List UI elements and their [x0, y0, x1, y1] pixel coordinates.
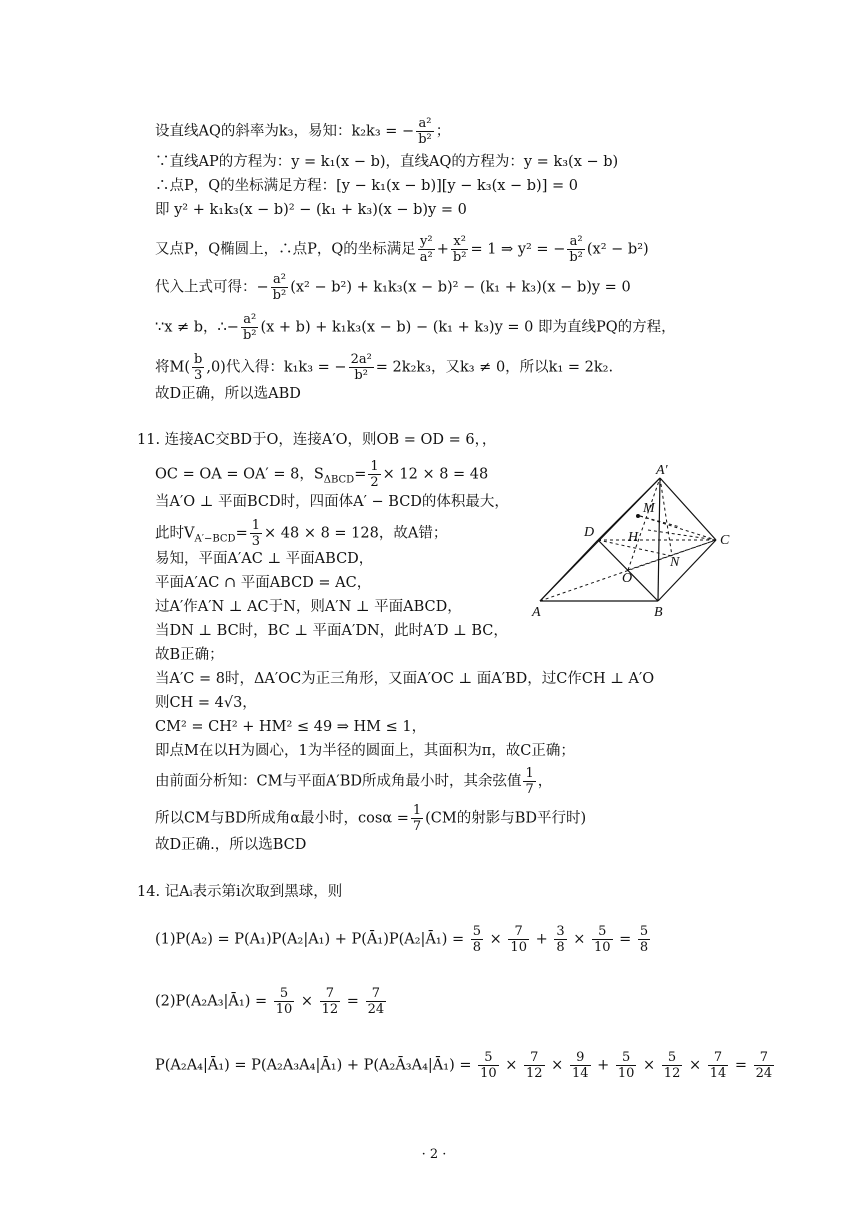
denominator: 8 [472, 940, 482, 955]
q11-line-16: 故D正确.，所以选BCD [155, 837, 307, 853]
denominator: 3 [251, 534, 260, 549]
page-number: · 2 · [421, 1147, 447, 1162]
q11-line-1: 11. 连接AC交BD于O，连接A′O，则OB = OD = 6，， [137, 432, 497, 448]
operator: = [342, 993, 364, 1010]
q14-line-4 [155, 1050, 776, 1081]
operator: + [530, 931, 553, 948]
text: P(A₂A₄|Ā₁) = P(A₂A₃A₄|Ā₁) + P(A₂Ā₃A₄|Ā₁) = [155, 1057, 472, 1074]
numerator: 3 [556, 924, 565, 939]
q11-line-10: 当A′C = 8时，ΔA′OC为正三角形，又面A′OC ⊥ 面A′BD，过C作CH ⊥ A′O [155, 671, 655, 687]
fraction [662, 1050, 683, 1081]
numerator: 5 [472, 924, 482, 939]
denominator: a² [419, 250, 433, 265]
fraction [508, 924, 529, 955]
numerator: x² [451, 234, 469, 250]
fraction [570, 1050, 591, 1081]
numerator: a² [567, 234, 585, 250]
denominator: b² [272, 288, 287, 303]
label-N: N [670, 555, 680, 570]
label-B: B [654, 605, 663, 620]
text: = [235, 525, 248, 542]
fraction [320, 986, 341, 1017]
text: + [436, 241, 449, 258]
q11-line-7: 过A′作A′N ⊥ AC于N，则A′N ⊥ 平面ABCD， [155, 599, 462, 615]
q10-line-2: ∵直线AP的方程为：y = k₁(x − b)，直线AQ的方程为：y = k₃(x − b) [155, 154, 619, 170]
denominator: 7 [412, 819, 422, 834]
operator: = [614, 931, 636, 948]
text: (1)P(A₂) = P(A₁)P(A₂|A₁) + P(Ā₁)P(A₂|Ā₁) = [155, 931, 465, 948]
text: (CM的射影与BD平行时) [425, 810, 587, 827]
q11-line-12: CM² = CH² + HM² ≤ 49 ⇒ HM ≤ 1， [155, 719, 427, 735]
denominator: 7 [525, 782, 534, 797]
numerator: 7 [320, 986, 341, 1002]
point-M [636, 514, 640, 518]
numerator: b [194, 352, 203, 367]
text: ∵x ≠ b，∴− [155, 319, 239, 336]
fraction [592, 924, 613, 955]
denominator: 14 [571, 1066, 589, 1081]
denominator: 10 [594, 940, 611, 955]
numerator: 1 [251, 518, 260, 533]
denominator: 14 [709, 1066, 727, 1081]
text: (x² − b²) [586, 241, 649, 258]
text: OC = OA = OA′ = 8，S [155, 466, 324, 483]
fraction [638, 924, 650, 955]
q10-line-3: ∴点P，Q的坐标满足方程：[y − k₁(x − b)][y − k₃(x − b)] = 0 [155, 178, 578, 194]
numerator: a² [271, 272, 289, 288]
text: × 48 × 8 = 128，故A错； [264, 525, 448, 542]
subscript: A′−BCD [194, 533, 236, 545]
fraction [754, 1050, 775, 1081]
denominator: b² [418, 132, 432, 147]
numerator: a² [416, 116, 434, 132]
numerator: 5 [274, 986, 295, 1002]
numerator: 5 [592, 924, 613, 940]
fraction [366, 986, 387, 1017]
operator: + [592, 1057, 614, 1074]
q11-line-9: 故B正确； [155, 647, 224, 663]
denominator: 8 [556, 940, 565, 955]
numerator: 2a² [350, 352, 372, 367]
denominator: 24 [755, 1066, 773, 1081]
text: 此时V [155, 525, 195, 542]
operator: × [485, 931, 507, 948]
text: 代入上式可得：− [155, 279, 269, 296]
text: (x² − b²) + k₁k₃(x − b)² − (k₁ + k₃)(x − b)y = 0 [290, 279, 631, 296]
text: = 1 ⇒ y² = − [470, 241, 566, 258]
numerator: 7 [508, 924, 529, 940]
label-H: H [628, 530, 639, 545]
q10-line-9: 故D正确，所以选ABD [155, 386, 301, 402]
fraction [554, 924, 566, 955]
denominator: 24 [367, 1002, 385, 1017]
q11-line-3: 当A′O ⊥ 平面BCD时，四面体A′ − BCD的体积最大， [155, 494, 509, 510]
denominator: 12 [663, 1066, 681, 1081]
numerator: 7 [754, 1050, 775, 1066]
text: 又点P，Q椭圆上，∴点P，Q的坐标满足 [155, 241, 416, 258]
q14-line-3 [155, 986, 388, 1017]
label-O: O [622, 571, 633, 586]
denominator: 10 [510, 940, 527, 955]
numerator: 1 [412, 803, 422, 818]
denominator: 10 [617, 1066, 635, 1081]
denominator: 10 [275, 1002, 293, 1017]
operator: × [638, 1057, 660, 1074]
fraction [471, 924, 483, 955]
q11-line-6: 平面A′AC ∩ 平面ABCD = AC， [155, 575, 372, 591]
operator: × [296, 993, 318, 1010]
denominator: b² [242, 328, 257, 343]
numerator: a² [241, 312, 259, 328]
denominator: 10 [480, 1066, 497, 1081]
label-D: D [584, 525, 595, 540]
numerator: 5 [478, 1050, 499, 1066]
denominator: b² [569, 250, 583, 265]
numerator: 1 [370, 459, 379, 474]
text: 将M( [155, 359, 191, 376]
q11-line-5: 易知，平面A′AC ⊥ 平面ABCD， [155, 551, 374, 567]
numerator: 7 [366, 986, 387, 1002]
denominator: b² [452, 250, 467, 265]
edge-BC [658, 540, 716, 601]
operator: × [500, 1057, 523, 1074]
text: = 2k₂k₃，又k₃ ≠ 0，所以k₁ = 2k₂. [375, 359, 614, 376]
denominator: b² [354, 368, 368, 383]
label-A-prime: A′ [656, 463, 668, 478]
q11-line-11: 则CH = 4√3， [155, 695, 257, 711]
numerator: 5 [662, 1050, 683, 1066]
numerator: y² [418, 234, 435, 250]
fraction [274, 986, 295, 1017]
text: (x + b) + k₁k₃(x − b) − (k₁ + k₃)y = 0 即为直线PQ的方程， [260, 319, 676, 336]
operator: × [568, 931, 590, 948]
text: (2)P(A₂A₃|Ā₁) = [155, 993, 268, 1010]
label-A: A [532, 605, 541, 620]
text: ,0)代入得：k₁k₃ = − [206, 359, 347, 376]
denominator: 8 [639, 940, 649, 955]
subscript: ΔBCD [323, 474, 355, 486]
q14-line-2 [155, 924, 652, 955]
numerator: 5 [616, 1050, 637, 1066]
text: 由前面分析知：CM与平面A′BD所成角最小时，其余弦值 [155, 773, 522, 790]
edge-HC-dashed [648, 530, 716, 540]
fraction [708, 1050, 729, 1081]
edge-OA1-dashed [628, 478, 660, 570]
text: ， [537, 773, 553, 790]
edge-M-dashed [640, 516, 680, 527]
numerator: 7 [708, 1050, 729, 1066]
denominator: 12 [526, 1066, 543, 1081]
fraction [478, 1050, 499, 1081]
label-C: C [720, 533, 730, 548]
numerator: 5 [639, 924, 649, 939]
operator: = [730, 1057, 752, 1074]
numerator: 1 [525, 766, 534, 781]
numerator: 9 [570, 1050, 591, 1066]
text: 设直线AQ的斜率为k₃，易知：k₂k₃ = − [155, 123, 415, 140]
text: × 12 × 8 = 48 [382, 466, 489, 483]
text: = [354, 466, 367, 483]
numerator: 7 [524, 1050, 545, 1066]
operator: × [684, 1057, 706, 1074]
operator: × [546, 1057, 568, 1074]
fraction [616, 1050, 637, 1081]
q11-line-13: 即点M在以H为圆心，1为半径的圆面上，其面积为π，故C正确； [155, 743, 575, 759]
text: ； [435, 123, 451, 140]
q14-line-1: 14. 记Aᵢ表示第i次取到黑球，则 [137, 884, 343, 900]
text: 所以CM与BD所成角α最小时，cosα = [155, 810, 409, 827]
q11-line-8: 当DN ⊥ BC时，BC ⊥ 平面A′DN，此时A′D ⊥ BC， [155, 623, 508, 639]
fraction [524, 1050, 545, 1081]
label-M: M [643, 501, 655, 516]
denominator: 2 [370, 475, 379, 490]
denominator: 3 [194, 368, 203, 383]
q10-line-4: 即 y² + k₁k₃(x − b)² − (k₁ + k₃)(x − b)y = 0 [155, 202, 467, 218]
denominator: 12 [321, 1002, 339, 1017]
